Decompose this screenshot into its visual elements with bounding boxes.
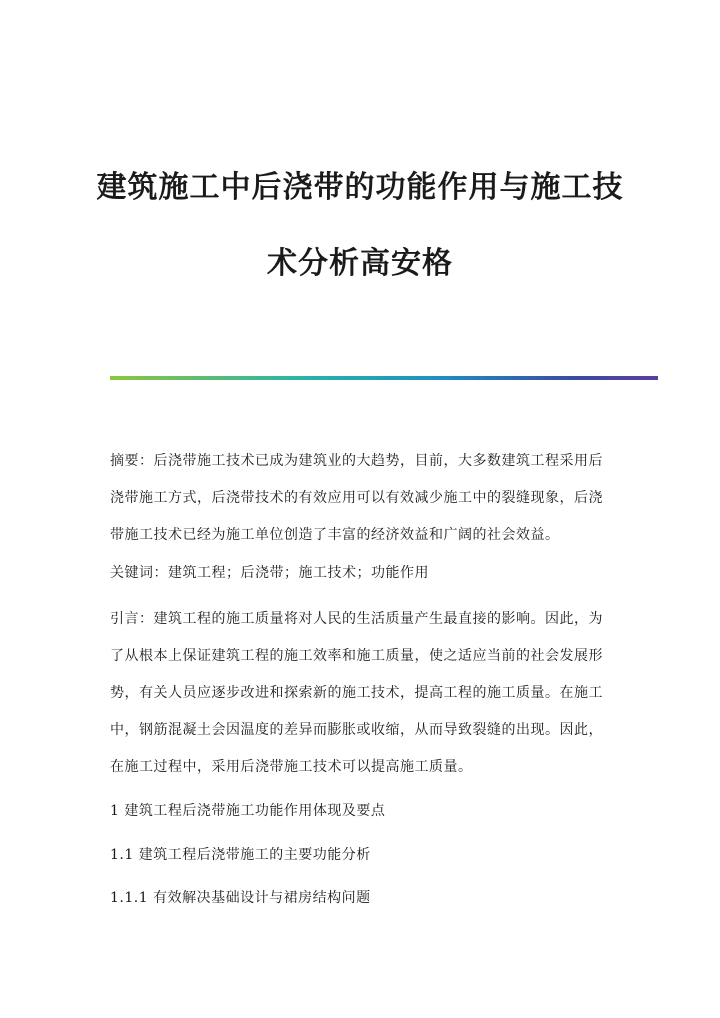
document-title-line-1: 建筑施工中后浇带的功能作用与施工技 <box>96 170 624 205</box>
gradient-divider <box>110 376 658 380</box>
intro-paragraph: 引言：建筑工程的施工质量将对人民的生活质量产生最直接的影响。因此，为了从根本上保证建筑工程的施工效率和施工质量，使之适应当前的社会发展形势，有关人员应逐步改进和探索新的施工技术，提高工程的施工质量。在施工中，钢筋混凝土会因温度的差异而膨胀或收缩，从而导致裂缝的出现。因此，在施工过程中，采用后浇带施工技术可以提高施工质量。 <box>110 611 603 775</box>
document-title-line-2: 术分析高安格 <box>267 246 453 281</box>
section-heading-1: 1 建筑工程后浇带施工功能作用体现及要点 <box>110 803 386 819</box>
section-heading-1-1-1: 1.1.1 有效解决基础设计与裙房结构问题 <box>110 890 371 906</box>
section-heading-1-1: 1.1 建筑工程后浇带施工的主要功能分析 <box>110 847 371 863</box>
abstract-paragraph: 摘要：后浇带施工技术已成为建筑业的大趋势，目前，大多数建筑工程采用后浇带施工方式，后浇带技术的有效应用可以有效减少施工中的裂缝现象，后浇带施工技术已经为施工单位创造了丰富的经济效益和广阔的社会效益。 <box>110 453 603 543</box>
keywords-paragraph: 关键词：建筑工程；后浇带；施工技术；功能作用 <box>110 565 429 581</box>
